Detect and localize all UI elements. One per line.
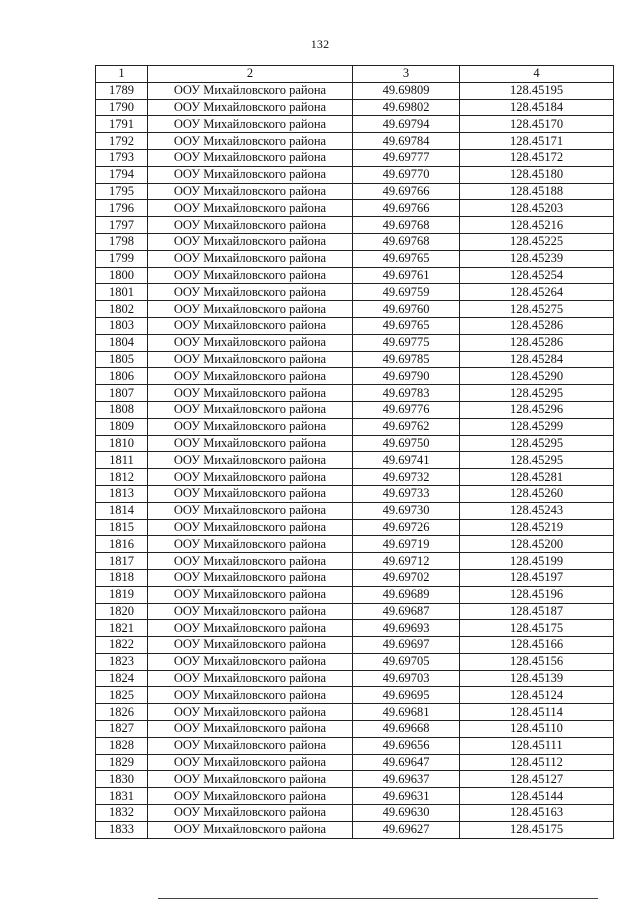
cell-number: 1801 (96, 284, 148, 301)
table-row (96, 368, 614, 385)
table-row (96, 553, 614, 570)
cell-number: 1831 (96, 788, 148, 805)
cell-longitude: 128.45175 (460, 821, 614, 838)
cell-longitude: 128.45170 (460, 116, 614, 133)
cell-number: 1818 (96, 569, 148, 586)
cell-organization: ООУ Михайловского района (148, 536, 353, 553)
cell-longitude: 128.45156 (460, 653, 614, 670)
cell-longitude: 128.45264 (460, 284, 614, 301)
cell-number: 1795 (96, 183, 148, 200)
cell-longitude: 128.45188 (460, 183, 614, 200)
cell-organization: ООУ Михайловского района (148, 233, 353, 250)
cell-organization: ООУ Михайловского района (148, 452, 353, 469)
table-row (96, 401, 614, 418)
cell-number: 1802 (96, 301, 148, 318)
cell-organization: ООУ Михайловского района (148, 149, 353, 166)
cell-latitude: 49.69637 (353, 771, 460, 788)
table-row (96, 721, 614, 738)
cell-longitude: 128.45216 (460, 217, 614, 234)
cell-number: 1832 (96, 805, 148, 822)
cell-longitude: 128.45203 (460, 200, 614, 217)
cell-longitude: 128.45286 (460, 334, 614, 351)
cell-organization: ООУ Михайловского района (148, 82, 353, 99)
cell-longitude: 128.45124 (460, 687, 614, 704)
cell-number: 1790 (96, 99, 148, 116)
cell-organization: ООУ Михайловского района (148, 401, 353, 418)
cell-latitude: 49.69719 (353, 536, 460, 553)
table-row (96, 217, 614, 234)
cell-organization: ООУ Михайловского района (148, 519, 353, 536)
cell-latitude: 49.69627 (353, 821, 460, 838)
cell-latitude: 49.69759 (353, 284, 460, 301)
cell-organization: ООУ Михайловского района (148, 418, 353, 435)
cell-longitude: 128.45254 (460, 267, 614, 284)
coordinates-table (95, 65, 614, 839)
cell-organization: ООУ Михайловского района (148, 385, 353, 402)
table-row (96, 418, 614, 435)
cell-organization: ООУ Михайловского района (148, 771, 353, 788)
cell-organization: ООУ Михайловского района (148, 317, 353, 334)
cell-number: 1797 (96, 217, 148, 234)
table-row (96, 485, 614, 502)
cell-organization: ООУ Михайловского района (148, 502, 353, 519)
cell-longitude: 128.45187 (460, 603, 614, 620)
cell-latitude: 49.69762 (353, 418, 460, 435)
table-row (96, 687, 614, 704)
cell-number: 1794 (96, 166, 148, 183)
cell-organization: ООУ Михайловского района (148, 653, 353, 670)
cell-longitude: 128.45114 (460, 704, 614, 721)
cell-organization: ООУ Михайловского района (148, 133, 353, 150)
cell-organization: ООУ Михайловского района (148, 351, 353, 368)
cell-organization: ООУ Михайловского района (148, 821, 353, 838)
cell-organization: ООУ Михайловского района (148, 737, 353, 754)
table-row (96, 737, 614, 754)
cell-latitude: 49.69790 (353, 368, 460, 385)
cell-latitude: 49.69702 (353, 569, 460, 586)
cell-longitude: 128.45281 (460, 469, 614, 486)
table-row (96, 116, 614, 133)
cell-number: 1792 (96, 133, 148, 150)
cell-longitude: 128.45175 (460, 620, 614, 637)
cell-number: 1825 (96, 687, 148, 704)
cell-longitude: 128.45239 (460, 250, 614, 267)
table-row (96, 133, 614, 150)
table-row (96, 317, 614, 334)
cell-organization: ООУ Михайловского района (148, 687, 353, 704)
cell-organization: ООУ Михайловского района (148, 754, 353, 771)
cell-number: 1807 (96, 385, 148, 402)
cell-organization: ООУ Михайловского района (148, 704, 353, 721)
cell-number: 1816 (96, 536, 148, 553)
cell-latitude: 49.69775 (353, 334, 460, 351)
cell-organization: ООУ Михайловского района (148, 586, 353, 603)
column-header-latitude: 3 (353, 66, 460, 83)
cell-longitude: 128.45196 (460, 586, 614, 603)
cell-number: 1793 (96, 149, 148, 166)
cell-number: 1821 (96, 620, 148, 637)
table-row (96, 99, 614, 116)
table-row (96, 233, 614, 250)
table-row (96, 200, 614, 217)
cell-organization: ООУ Михайловского района (148, 166, 353, 183)
table-row (96, 519, 614, 536)
cell-number: 1819 (96, 586, 148, 603)
bottom-rule (158, 898, 598, 899)
cell-latitude: 49.69777 (353, 149, 460, 166)
table-header (96, 66, 614, 83)
table-row (96, 301, 614, 318)
cell-latitude: 49.69705 (353, 653, 460, 670)
cell-longitude: 128.45166 (460, 637, 614, 654)
table-body (96, 82, 614, 838)
cell-number: 1805 (96, 351, 148, 368)
cell-organization: ООУ Михайловского района (148, 301, 353, 318)
cell-latitude: 49.69695 (353, 687, 460, 704)
cell-longitude: 128.45286 (460, 317, 614, 334)
cell-latitude: 49.69760 (353, 301, 460, 318)
cell-organization: ООУ Михайловского района (148, 217, 353, 234)
cell-latitude: 49.69681 (353, 704, 460, 721)
cell-longitude: 128.45290 (460, 368, 614, 385)
table-row (96, 637, 614, 654)
cell-number: 1800 (96, 267, 148, 284)
cell-number: 1817 (96, 553, 148, 570)
cell-latitude: 49.69733 (353, 485, 460, 502)
cell-latitude: 49.69741 (353, 452, 460, 469)
cell-latitude: 49.69784 (353, 133, 460, 150)
cell-number: 1820 (96, 603, 148, 620)
cell-organization: ООУ Михайловского района (148, 469, 353, 486)
cell-latitude: 49.69726 (353, 519, 460, 536)
table-row (96, 385, 614, 402)
cell-latitude: 49.69697 (353, 637, 460, 654)
cell-latitude: 49.69730 (353, 502, 460, 519)
cell-longitude: 128.45180 (460, 166, 614, 183)
cell-organization: ООУ Михайловского района (148, 435, 353, 452)
cell-latitude: 49.69765 (353, 317, 460, 334)
cell-organization: ООУ Михайловского района (148, 670, 353, 687)
cell-number: 1822 (96, 637, 148, 654)
cell-latitude: 49.69809 (353, 82, 460, 99)
cell-number: 1791 (96, 116, 148, 133)
cell-longitude: 128.45139 (460, 670, 614, 687)
cell-longitude: 128.45295 (460, 385, 614, 402)
table-row (96, 469, 614, 486)
cell-latitude: 49.69768 (353, 233, 460, 250)
cell-latitude: 49.69766 (353, 200, 460, 217)
table-row (96, 82, 614, 99)
cell-organization: ООУ Михайловского района (148, 788, 353, 805)
cell-number: 1826 (96, 704, 148, 721)
cell-latitude: 49.69693 (353, 620, 460, 637)
cell-latitude: 49.69689 (353, 586, 460, 603)
cell-number: 1812 (96, 469, 148, 486)
cell-organization: ООУ Михайловского района (148, 620, 353, 637)
cell-latitude: 49.69776 (353, 401, 460, 418)
table-row (96, 821, 614, 838)
cell-organization: ООУ Михайловского района (148, 116, 353, 133)
cell-number: 1830 (96, 771, 148, 788)
table-row (96, 267, 614, 284)
table-row (96, 284, 614, 301)
cell-number: 1804 (96, 334, 148, 351)
table-row (96, 452, 614, 469)
cell-latitude: 49.69687 (353, 603, 460, 620)
table-row (96, 250, 614, 267)
table-row (96, 771, 614, 788)
column-header-number: 1 (96, 66, 148, 83)
cell-number: 1799 (96, 250, 148, 267)
cell-organization: ООУ Михайловского района (148, 368, 353, 385)
cell-number: 1789 (96, 82, 148, 99)
table-row (96, 183, 614, 200)
table-row (96, 805, 614, 822)
cell-latitude: 49.69656 (353, 737, 460, 754)
cell-latitude: 49.69783 (353, 385, 460, 402)
table-row (96, 620, 614, 637)
cell-latitude: 49.69703 (353, 670, 460, 687)
cell-organization: ООУ Михайловского района (148, 553, 353, 570)
table-row (96, 670, 614, 687)
table-row (96, 334, 614, 351)
cell-latitude: 49.69761 (353, 267, 460, 284)
cell-longitude: 128.45225 (460, 233, 614, 250)
cell-organization: ООУ Михайловского района (148, 485, 353, 502)
cell-longitude: 128.45195 (460, 82, 614, 99)
cell-longitude: 128.45243 (460, 502, 614, 519)
cell-latitude: 49.69668 (353, 721, 460, 738)
page-number: 132 (310, 37, 330, 51)
cell-number: 1810 (96, 435, 148, 452)
cell-longitude: 128.45295 (460, 452, 614, 469)
cell-number: 1798 (96, 233, 148, 250)
cell-number: 1829 (96, 754, 148, 771)
cell-latitude: 49.69794 (353, 116, 460, 133)
cell-latitude: 49.69750 (353, 435, 460, 452)
cell-organization: ООУ Михайловского района (148, 721, 353, 738)
cell-longitude: 128.45172 (460, 149, 614, 166)
cell-organization: ООУ Михайловского района (148, 805, 353, 822)
cell-longitude: 128.45171 (460, 133, 614, 150)
cell-longitude: 128.45110 (460, 721, 614, 738)
cell-number: 1796 (96, 200, 148, 217)
table-row (96, 754, 614, 771)
cell-number: 1828 (96, 737, 148, 754)
cell-longitude: 128.45184 (460, 99, 614, 116)
cell-latitude: 49.69765 (353, 250, 460, 267)
cell-latitude: 49.69766 (353, 183, 460, 200)
cell-organization: ООУ Михайловского района (148, 569, 353, 586)
table-row (96, 351, 614, 368)
cell-latitude: 49.69712 (353, 553, 460, 570)
cell-number: 1803 (96, 317, 148, 334)
cell-organization: ООУ Михайловского района (148, 334, 353, 351)
cell-latitude: 49.69631 (353, 788, 460, 805)
cell-number: 1833 (96, 821, 148, 838)
cell-number: 1813 (96, 485, 148, 502)
cell-number: 1815 (96, 519, 148, 536)
cell-longitude: 128.45111 (460, 737, 614, 754)
table-row (96, 502, 614, 519)
cell-organization: ООУ Михайловского района (148, 603, 353, 620)
cell-organization: ООУ Михайловского района (148, 183, 353, 200)
cell-latitude: 49.69647 (353, 754, 460, 771)
cell-longitude: 128.45296 (460, 401, 614, 418)
cell-latitude: 49.69770 (353, 166, 460, 183)
cell-longitude: 128.45144 (460, 788, 614, 805)
table-row (96, 788, 614, 805)
cell-latitude: 49.69785 (353, 351, 460, 368)
cell-organization: ООУ Михайловского района (148, 250, 353, 267)
cell-organization: ООУ Михайловского района (148, 284, 353, 301)
cell-number: 1806 (96, 368, 148, 385)
cell-longitude: 128.45112 (460, 754, 614, 771)
cell-number: 1824 (96, 670, 148, 687)
column-header-longitude: 4 (460, 66, 614, 83)
cell-longitude: 128.45200 (460, 536, 614, 553)
table-row (96, 653, 614, 670)
table-row (96, 704, 614, 721)
cell-number: 1827 (96, 721, 148, 738)
table-row (96, 435, 614, 452)
cell-number: 1814 (96, 502, 148, 519)
cell-organization: ООУ Михайловского района (148, 99, 353, 116)
cell-longitude: 128.45219 (460, 519, 614, 536)
table-row (96, 603, 614, 620)
header-row (96, 66, 614, 83)
cell-latitude: 49.69768 (353, 217, 460, 234)
table-row (96, 569, 614, 586)
cell-longitude: 128.45295 (460, 435, 614, 452)
table-row (96, 149, 614, 166)
cell-latitude: 49.69630 (353, 805, 460, 822)
cell-number: 1808 (96, 401, 148, 418)
cell-organization: ООУ Михайловского района (148, 637, 353, 654)
cell-longitude: 128.45299 (460, 418, 614, 435)
cell-latitude: 49.69732 (353, 469, 460, 486)
cell-number: 1823 (96, 653, 148, 670)
cell-latitude: 49.69802 (353, 99, 460, 116)
table-row (96, 586, 614, 603)
cell-number: 1811 (96, 452, 148, 469)
cell-longitude: 128.45127 (460, 771, 614, 788)
table-row (96, 536, 614, 553)
cell-longitude: 128.45284 (460, 351, 614, 368)
cell-number: 1809 (96, 418, 148, 435)
cell-organization: ООУ Михайловского района (148, 200, 353, 217)
cell-organization: ООУ Михайловского района (148, 267, 353, 284)
cell-longitude: 128.45275 (460, 301, 614, 318)
cell-longitude: 128.45197 (460, 569, 614, 586)
cell-longitude: 128.45199 (460, 553, 614, 570)
cell-longitude: 128.45260 (460, 485, 614, 502)
table-row (96, 166, 614, 183)
cell-longitude: 128.45163 (460, 805, 614, 822)
column-header-organization: 2 (148, 66, 353, 83)
